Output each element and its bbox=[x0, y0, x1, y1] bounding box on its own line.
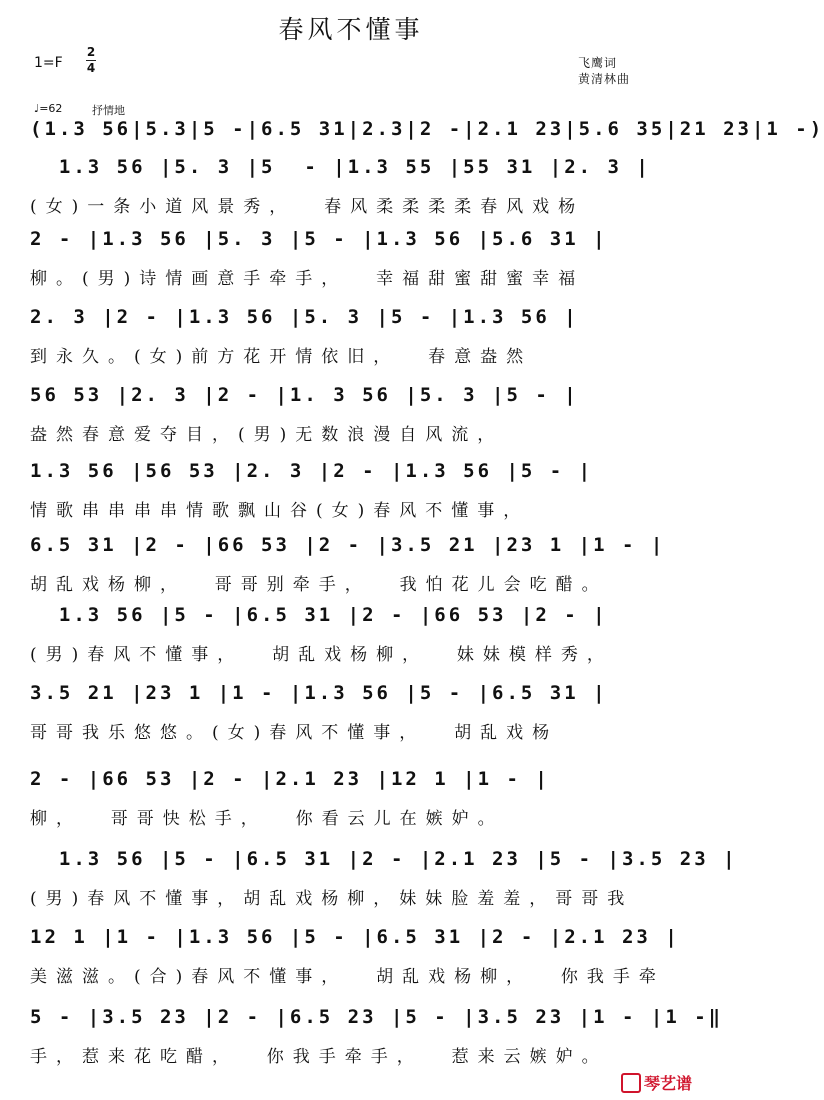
time-signature bbox=[86, 46, 96, 75]
notes-line: 5 - |3.5 23 |2 - |6.5 23 |5 - |3.5 23 |1 - |1 -‖ bbox=[30, 1006, 724, 1028]
notes-line: 12 1 |1 - |1.3 56 |5 - |6.5 31 |2 - |2.1 23 | bbox=[30, 926, 680, 948]
notes-line: 2 - |66 53 |2 - |2.1 23 |12 1 |1 - | bbox=[30, 768, 550, 790]
lyricist-credit: 飞鹰词 bbox=[578, 56, 618, 70]
lyrics-line: 柳。(男)诗情画意手牵手， 幸福甜蜜甜蜜幸福 bbox=[30, 269, 585, 289]
lyrics-line: 哥哥我乐悠悠。(女)春风不懂事， 胡乱戏杨 bbox=[30, 723, 559, 743]
watermark-logo bbox=[621, 1071, 692, 1094]
qinyipu-logo-icon bbox=[621, 1073, 641, 1093]
key-signature: 1=F bbox=[34, 55, 63, 71]
lyrics-line: 柳， 哥哥快松手， 你看云儿在嫉妒。 bbox=[30, 809, 504, 829]
lyrics-line: (女)一条小道风景秀， 春风柔柔柔柔春风戏杨 bbox=[30, 197, 585, 217]
lyrics-line: 情歌串串串串情歌飘山谷(女)春风不懂事， bbox=[30, 501, 530, 521]
notes-line: 2 - |1.3 56 |5. 3 |5 - |1.3 56 |5.6 31 | bbox=[30, 228, 608, 250]
lyrics-line: 到永久。(女)前方花开情依旧， 春意盎然 bbox=[30, 347, 533, 367]
notes-line: 3.5 21 |23 1 |1 - |1.3 56 |5 - |6.5 31 | bbox=[30, 682, 608, 704]
notes-line: 1.3 56 |56 53 |2. 3 |2 - |1.3 56 |5 - | bbox=[30, 460, 594, 482]
lyrics-line: 胡乱戏杨柳， 哥哥别牵手， 我怕花儿会吃醋。 bbox=[30, 575, 608, 595]
watermark-text: 琴艺谱 bbox=[643, 1074, 692, 1093]
notes-line: 1.3 56 |5 - |6.5 31 |2 - |66 53 |2 - | bbox=[30, 604, 608, 626]
tempo-marking: ♩=62 bbox=[34, 102, 63, 115]
lyrics-line: 手，惹来花吃醋， 你我手牵手， 惹来云嫉妒。 bbox=[30, 1047, 608, 1067]
notes-line: 2. 3 |2 - |1.3 56 |5. 3 |5 - |1.3 56 | bbox=[30, 306, 579, 328]
lyrics-line: 盎然春意爱夺目，(男)无数浪漫自风流， bbox=[30, 425, 504, 445]
notes-line: (1.3 56|5.3|5 -|6.5 31|2.3|2 -|2.1 23|5.6 35|21 23|1 -) bbox=[30, 118, 824, 140]
notes-line: 6.5 31 |2 - |66 53 |2 - |3.5 21 |23 1 |1 - | bbox=[30, 534, 666, 556]
expression-marking: 抒情地 bbox=[92, 104, 125, 117]
song-title: 春风不懂事 bbox=[278, 15, 424, 44]
time-signature-top: 2 bbox=[86, 45, 96, 59]
lyrics-line: 美滋滋。(合)春风不懂事， 胡乱戏杨柳， 你我手牵 bbox=[30, 967, 665, 987]
notes-line: 1.3 56 |5. 3 |5 - |1.3 55 |55 31 |2. 3 | bbox=[30, 156, 651, 178]
time-signature-bottom: 4 bbox=[86, 61, 96, 75]
notes-line: 1.3 56 |5 - |6.5 31 |2 - |2.1 23 |5 - |3.5 23 | bbox=[30, 848, 738, 870]
lyrics-line: (男)春风不懂事，胡乱戏杨柳，妹妹脸羞羞，哥哥我 bbox=[30, 889, 634, 909]
notes-line: 56 53 |2. 3 |2 - |1. 3 56 |5. 3 |5 - | bbox=[30, 384, 579, 406]
composer-credit: 黄清林曲 bbox=[578, 72, 631, 86]
lyrics-line: (男)春风不懂事， 胡乱戏杨柳， 妹妹模样秀， bbox=[30, 645, 613, 665]
